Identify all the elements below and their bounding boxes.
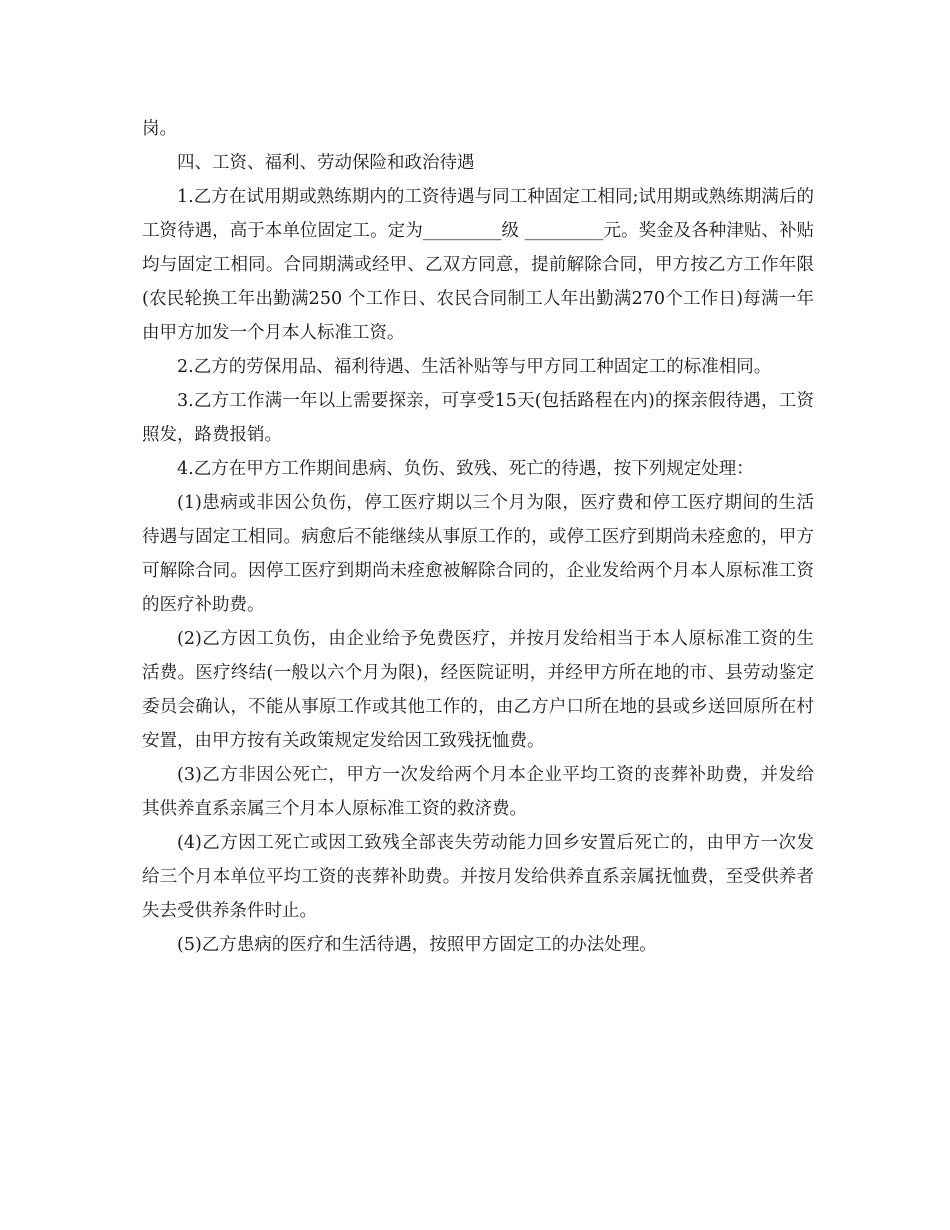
document-body — [142, 112, 814, 962]
subclause-2-work-injury: (2)乙方因工负伤，由企业给予免费医疗，并按月发给相当于本人原标准工资的生活费。医疗终结(一般以六个月为限)，经医院证明，并经甲方所在地的市、县劳动鉴定委员会确认，不能从事原工作或其他工作的，由乙方户口所在地的县或乡送回原所在村安置，由甲方按有关政策规定发给因工致残抚恤费。 — [142, 629, 814, 751]
subclause-5-illness-treatment: (5)乙方患病的医疗和生活待遇，按照甲方固定工的办法处理。 — [177, 935, 657, 955]
section-heading-wages-benefits: 四、工资、福利、劳动保险和政治待遇 — [177, 153, 475, 173]
subclause-1-illness: (1)患病或非因公负伤，停工医疗期以三个月为限，医疗费和停工医疗期间的生活待遇与固定工相同。病愈后不能继续从事原工作的，或停工医疗到期尚未痊愈的，甲方可解除合同。因停工医疗到期尚未痊愈被解除合同的，企业发给两个月本人原标准工资的医疗补助费。 — [142, 493, 814, 615]
subclause-3-non-work-death: (3)乙方非因公死亡，甲方一次发给两个月本企业平均工资的丧葬补助费，并发给其供养直系亲属三个月本人原标准工资的救济费。 — [142, 765, 814, 819]
clause-1-wages: 1.乙方在试用期或熟练期内的工资待遇与同工种固定工相同;试用期或熟练期满后的工资待遇，高于本单位固定工。定为_________级 _________元。奖金及各种津贴、补贴均与固定工相同。合同期满或经甲、乙双方同意，提前解除合同，甲方按乙方工作年限(农民轮换工年出勤满250 个工作日、农民合同制工人年出勤满270个工作日)每满一年由甲方加发一个月本人标准工资。 — [142, 187, 814, 343]
paragraph-continuation: 岗。 — [142, 119, 177, 139]
subclause-4-work-death: (4)乙方因工死亡或因工致残全部丧失劳动能力回乡安置后死亡的，由甲方一次发给三个月本单位平均工资的丧葬补助费。并按月发给供养直系亲属抚恤费，至受供养者失去受供养条件时止。 — [142, 833, 814, 921]
clause-3-home-leave: 3.乙方工作满一年以上需要探亲，可享受15天(包括路程在内)的探亲假待遇，工资照发，路费报销。 — [142, 391, 814, 445]
clause-2-labor-welfare: 2.乙方的劳保用品、福利待遇、生活补贴等与甲方同工种固定工的标准相同。 — [177, 357, 772, 377]
clause-4-illness-injury: 4.乙方在甲方工作期间患病、负伤、致残、死亡的待遇，按下列规定处理： — [177, 459, 754, 479]
